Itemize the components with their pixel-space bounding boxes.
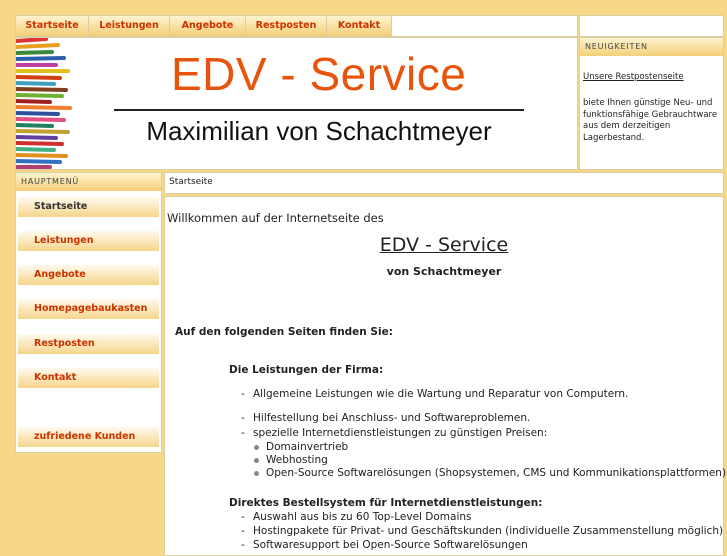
brand-title: EDV - Service	[171, 48, 467, 100]
nav-restposten[interactable]: Restposten	[246, 16, 327, 36]
main-menu-title: HAUPTMENÜ	[16, 173, 161, 191]
menu-item-zufriedene-kunden[interactable]: zufriedene Kunden	[18, 427, 159, 447]
menu-item-leistungen[interactable]: Leistungen	[18, 231, 159, 251]
breadcrumb: Startseite	[164, 172, 724, 194]
menu-item-kontakt[interactable]: Kontakt	[18, 368, 159, 388]
top-right-box	[579, 15, 724, 37]
service-subheading: von Schachtmeyer	[386, 265, 502, 278]
menu-item-startseite[interactable]: Startseite	[18, 197, 159, 217]
service-heading: EDV - Service	[379, 234, 509, 256]
pencils-image	[16, 38, 76, 169]
owner-name: Maximilian von Schachtmeyer	[146, 116, 492, 146]
main-menu	[15, 172, 162, 453]
nav-startseite[interactable]: Startseite	[16, 16, 89, 36]
news-text: biete Ihnen günstige Neu- und funktionsfähige Gebrauchtware aus dem derzeitigen Lagerbestand.	[583, 98, 718, 143]
menu-item-homepagebaukasten[interactable]: Homepagebaukasten	[18, 299, 159, 319]
site-header	[15, 37, 578, 170]
list-item: - spezielle Internetdienstleistungen zu günstigen Preisen:	[241, 427, 548, 439]
main-content	[164, 196, 727, 556]
news-box	[579, 37, 724, 170]
list-item: - Softwaresupport bei Open-Source Softwarelösungen	[241, 539, 528, 551]
section-leistungen-title: Die Leistungen der Firma:	[229, 364, 384, 376]
news-title: NEUIGKEITEN	[580, 38, 723, 56]
nav-leistungen[interactable]: Leistungen	[89, 16, 170, 36]
nav-kontakt[interactable]: Kontakt	[327, 16, 392, 36]
list-item: - Hostingpakete für Privat- und Geschäftskunden (individuelle Zusammenstellung möglich)	[241, 525, 724, 537]
menu-item-restposten[interactable]: Restposten	[18, 334, 159, 354]
top-navigation	[15, 15, 578, 37]
menu-item-angebote[interactable]: Angebote	[18, 265, 159, 285]
section-bestellsystem-title: Direktes Bestellsystem für Internetdienstleistungen:	[229, 497, 543, 509]
list-item: - Allgemeine Leistungen wie die Wartung und Reparatur von Computern.	[241, 388, 629, 400]
sub-list-item: Open-Source Softwarelösungen (Shopsystemen, CMS und Kommunikationsplattformen)	[254, 467, 726, 479]
intro-text: Auf den folgenden Seiten finden Sie:	[175, 326, 393, 338]
list-item: - Auswahl aus bis zu 60 Top-Level Domains	[241, 511, 472, 523]
sub-list-item: Domainvertrieb	[254, 441, 348, 453]
sub-list-item: Webhosting	[254, 454, 328, 466]
welcome-text: Willkommen auf der Internetseite des	[167, 211, 384, 225]
list-item: - Hilfestellung bei Anschluss- und Softwareproblemen.	[241, 412, 531, 424]
news-link-restposten[interactable]: Unsere Restpostenseite	[583, 72, 684, 82]
header-divider	[114, 109, 524, 111]
nav-angebote[interactable]: Angebote	[170, 16, 246, 36]
